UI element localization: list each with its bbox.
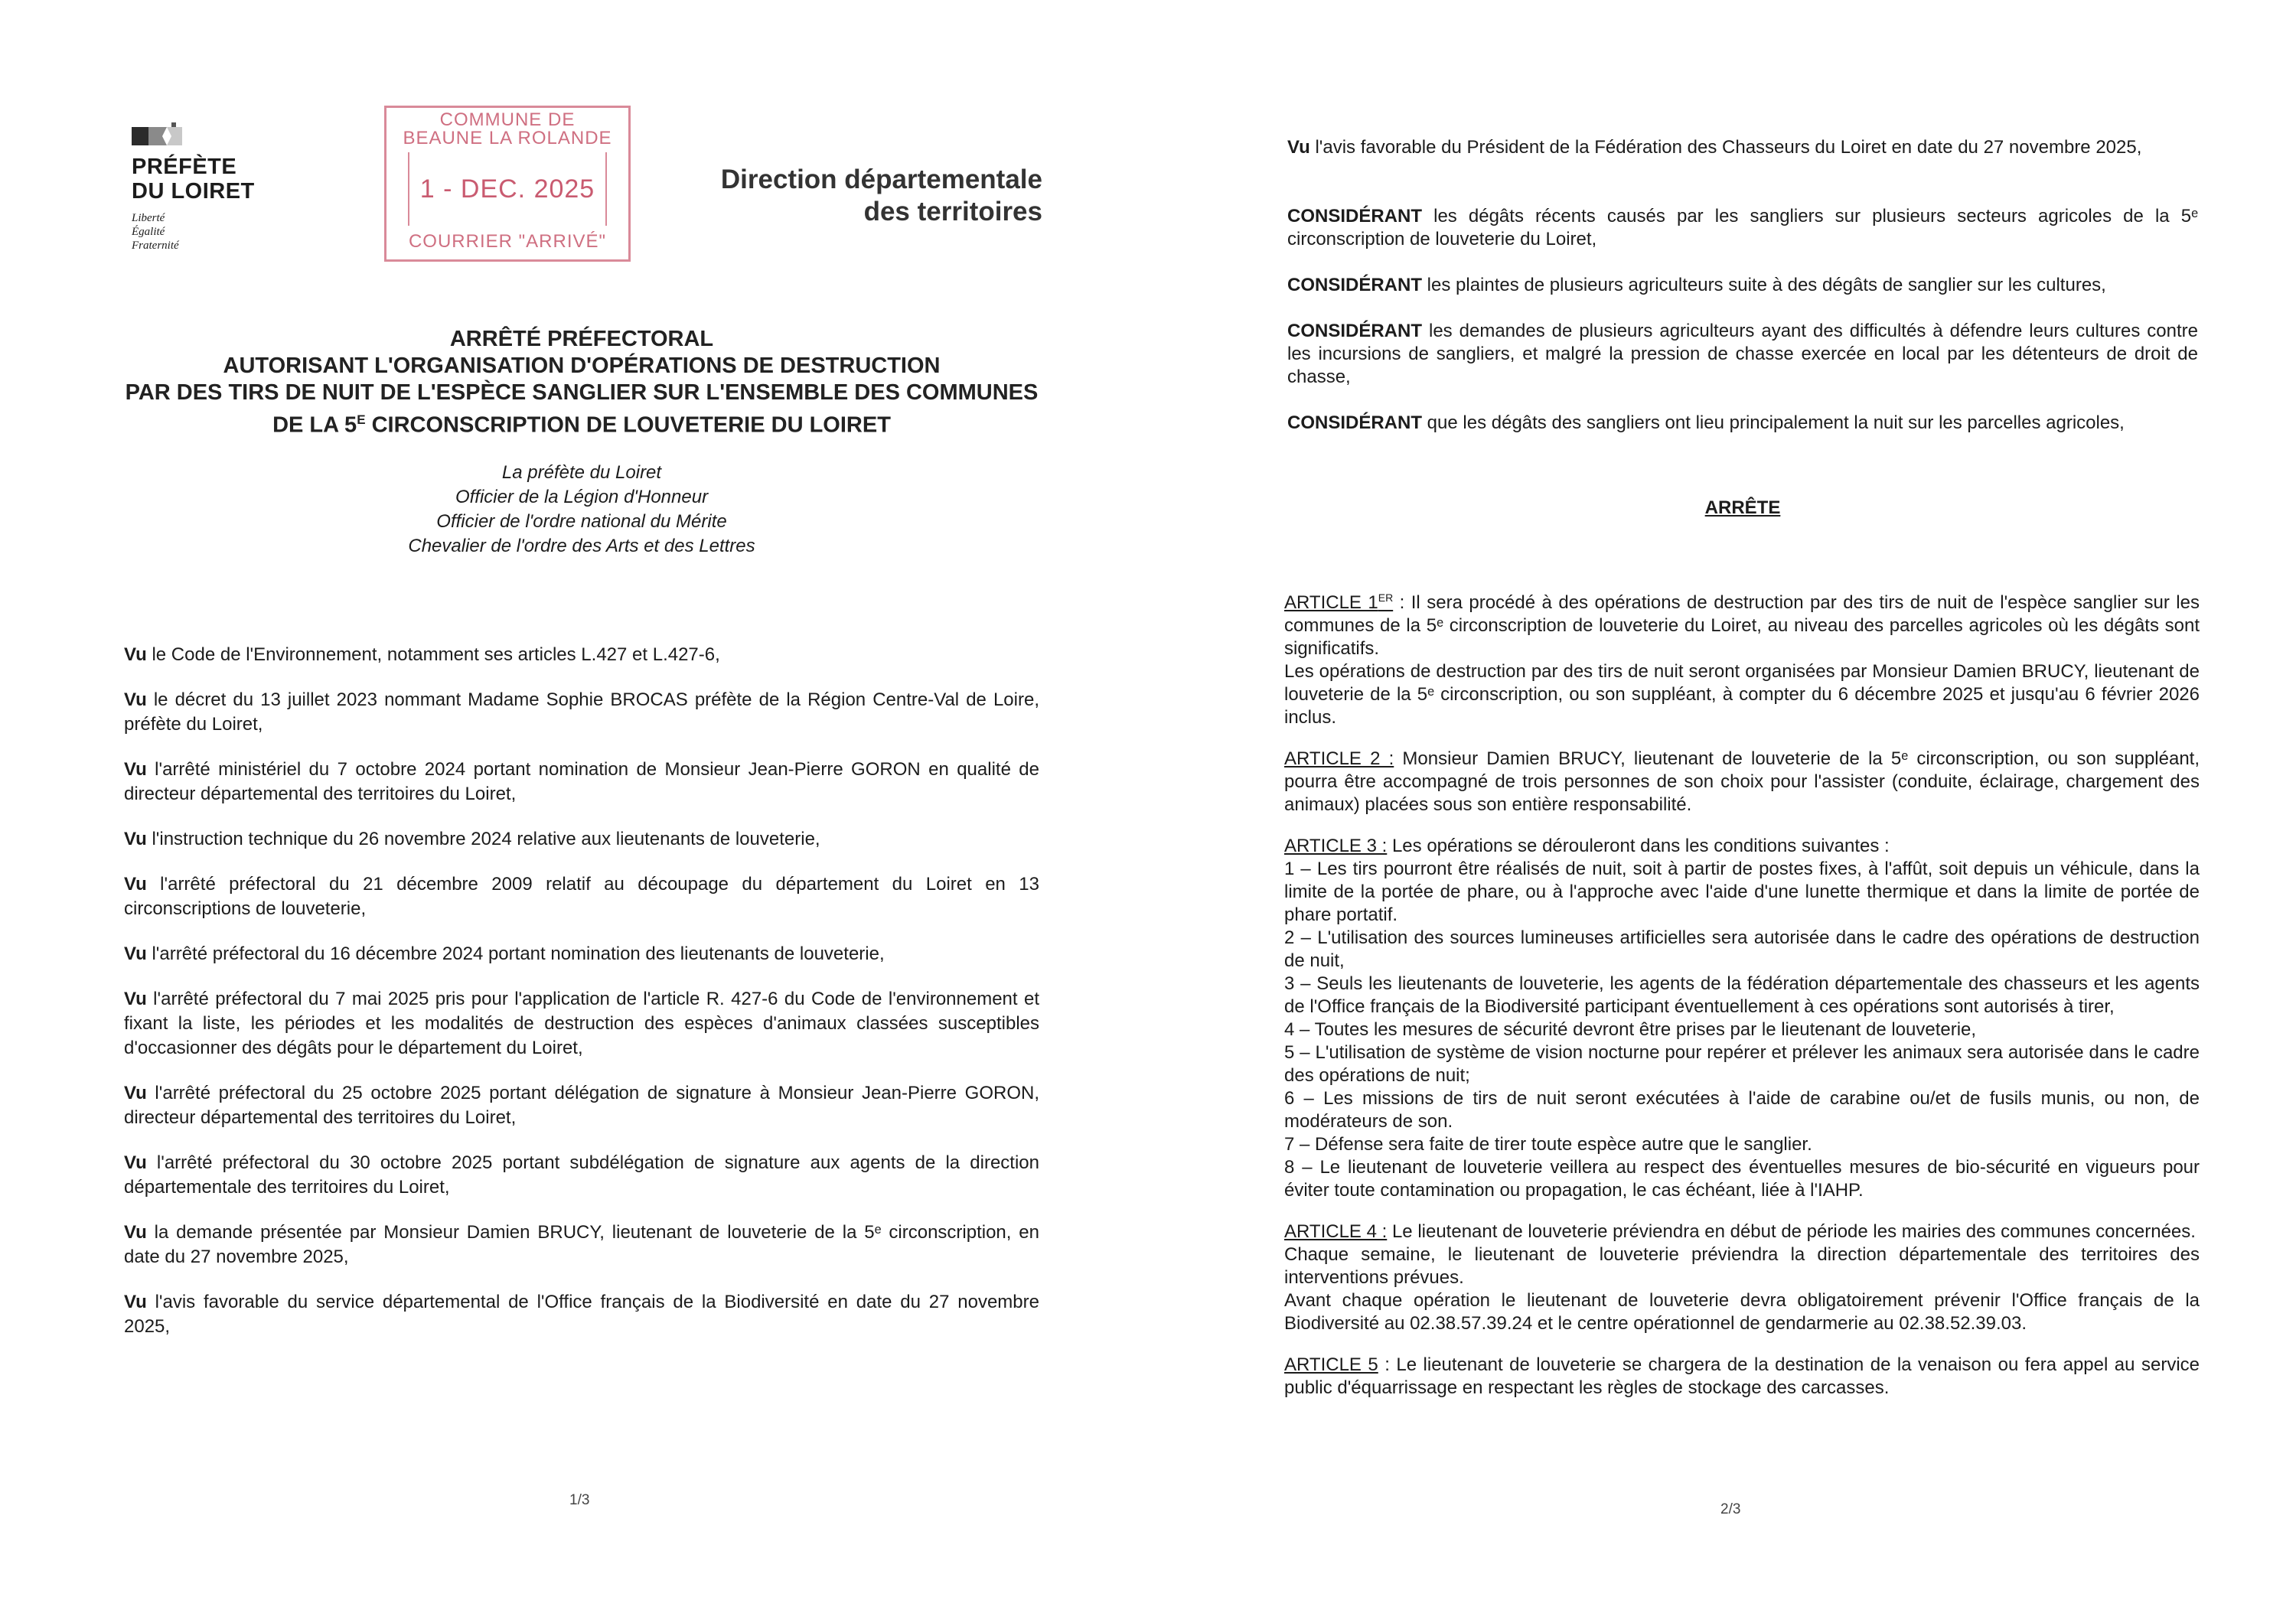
motto-liberte: Liberté	[132, 212, 165, 224]
considerant-item	[1287, 320, 2198, 389]
article-5-label: ARTICLE 5	[1284, 1354, 1378, 1375]
article-4-text-2: Chaque semaine, le lieutenant de louveterie préviendra la direction départementale des territoires des interventions prévues.	[1284, 1244, 2200, 1288]
vu-text: l'avis favorable du service départemental de l'Office français de la Biodiversité en date du 27 novembre 2025,	[124, 1292, 1039, 1337]
article-1-text: Il sera procédé à des opérations de destruction par des tirs de nuit de l'espèce sanglier sur les communes de la 5ᵉ circonscription de louveterie du Loiret, au niveau des parcelles agricoles où les dégâts sont significatifs.	[1284, 592, 2200, 659]
vu-item	[124, 758, 1039, 807]
article-5	[1284, 1354, 2200, 1400]
vu-text: l'arrêté préfectoral du 16 décembre 2024 portant nomination des lieutenants de louveterie,	[146, 943, 885, 964]
vu-keyword: Vu	[124, 989, 147, 1009]
vu-item	[124, 827, 1039, 852]
vu-keyword: Vu	[124, 644, 147, 665]
marianne-logo-icon	[132, 122, 185, 147]
article-1-label-sup: ER	[1378, 592, 1394, 604]
reception-stamp	[384, 106, 631, 262]
prefecture-logo	[132, 122, 285, 253]
article-4	[1284, 1221, 2200, 1335]
vu-text: le décret du 13 juillet 2023 nommant Madame Sophie BROCAS préfète de la Région Centre-Val de Loire, préfète du Loiret,	[124, 689, 1039, 735]
vu-keyword: Vu	[124, 759, 147, 780]
article-3-item: 8 – Le lieutenant de louveterie veillera au respect des éventuelles mesures de bio-sécurité en vigueurs pour éviter toute contamination ou propagation, le cas échéant, liée à l'IAHP.	[1284, 1157, 2200, 1201]
vu-item	[124, 1081, 1039, 1130]
stamp-courrier: COURRIER "ARRIVÉ"	[408, 231, 607, 252]
motto-fraternite: Fraternité	[132, 240, 179, 252]
title-line3: PAR DES TIRS DE NUIT DE L'ESPÈCE SANGLIER SUR L'ENSEMBLE DES COMMUNES	[125, 380, 1039, 405]
vu-item	[1287, 136, 2198, 159]
article-3-item: 3 – Seuls les lieutenants de louveterie, les agents de la fédération départementale des chasseurs et les agents de l'Office français de la Biodiversité participant éventuellement à ces opérations sont autorisés à tirer,	[1284, 973, 2200, 1017]
title-line4-post: CIRCONSCRIPTION DE LOUVETERIE DU LOIRET	[365, 412, 891, 438]
page-number: 1/3	[569, 1492, 590, 1508]
prefet-line: Officier de la Légion d'Honneur	[455, 487, 709, 507]
page-number: 2/3	[1720, 1501, 1741, 1517]
title-line4	[92, 406, 1071, 439]
direction-title	[721, 164, 1042, 228]
motto-egalite: Égalité	[132, 226, 165, 238]
article-1-colon: :	[1393, 592, 1405, 613]
vu-text: l'arrêté ministériel du 7 octobre 2024 portant nomination de Monsieur Jean-Pierre GORON en qualité de directeur départemental des territoires du Loiret,	[124, 759, 1039, 804]
considerant-text: les dégâts récents causés par les sangliers sur plusieurs secteurs agricoles de la 5ᵉ circonscription de louveterie du Loiret,	[1287, 206, 2198, 249]
prefet-block	[92, 461, 1071, 559]
prefet-line: Chevalier de l'ordre des Arts et des Lettres	[408, 536, 755, 556]
article-2	[1284, 748, 2200, 816]
vu-keyword: Vu	[124, 874, 147, 895]
considerant-item	[1287, 274, 2198, 297]
direction-line1: Direction départementale	[720, 165, 1042, 194]
title-line2: AUTORISANT L'ORGANISATION D'OPÉRATIONS DE DESTRUCTION	[223, 354, 941, 378]
article-4-text: Le lieutenant de louveterie préviendra en début de période les mairies des communes concernées.	[1387, 1221, 2196, 1242]
article-2-label: ARTICLE 2 :	[1284, 748, 1394, 769]
vu-keyword: Vu	[124, 1222, 147, 1243]
title-line1: ARRÊTÉ PRÉFECTORAL	[449, 327, 714, 351]
vu-text: l'avis favorable du Président de la Fédération des Chasseurs du Loiret en date du 27 novembre 2025,	[1309, 137, 2142, 158]
vu-keyword: Vu	[124, 1292, 147, 1312]
considerant-keyword: CONSIDÉRANT	[1287, 412, 1423, 433]
considerant-text: les plaintes de plusieurs agriculteurs suite à des dégâts de sanglier sur les cultures,	[1422, 275, 2106, 295]
vu-item	[124, 1221, 1039, 1269]
article-1-label-text: ARTICLE 1	[1284, 592, 1378, 613]
considerant-item	[1287, 205, 2198, 251]
stamp-commune-line2: BEAUNE LA ROLANDE	[403, 128, 612, 148]
vu-text: l'arrêté préfectoral du 30 octobre 2025 portant subdélégation de signature aux agents de la direction départementale des territoires du Loiret,	[124, 1152, 1039, 1198]
vu-keyword: Vu	[124, 829, 147, 849]
considerant-list	[1287, 205, 2198, 458]
vu-text: l'arrêté préfectoral du 7 mai 2025 pris pour l'application de l'article R. 427-6 du Code de l'environnement et fixant la liste, les périodes et les modalités de destruction des espèces d'animaux classées susceptibles d'occasionner des dégâts pour le département du Loiret,	[124, 989, 1039, 1058]
title-line4-sup: E	[357, 412, 366, 427]
vu-text: l'arrêté préfectoral du 21 décembre 2009 relatif au découpage du département du Loiret en 13 circonscriptions de louveterie,	[124, 874, 1039, 919]
article-3	[1284, 835, 2200, 1202]
vu-keyword: Vu	[124, 689, 147, 710]
stamp-commune	[386, 111, 628, 148]
vu-keyword: Vu	[124, 1152, 147, 1173]
article-3-item: 7 – Défense sera faite de tirer toute espèce autre que le sanglier.	[1284, 1134, 1812, 1155]
stamp-date: 1 - DEC. 2025	[419, 174, 595, 204]
article-3-item: 2 – L'utilisation des sources lumineuses artificielles sera autorisée dans le cadre des opérations de destruction de nuit,	[1284, 927, 2200, 971]
vu-item	[124, 643, 1039, 667]
considerant-keyword: CONSIDÉRANT	[1287, 206, 1423, 227]
article-1-text-2: Les opérations de destruction par des tirs de nuit seront organisées par Monsieur Damien BRUCY, lieutenant de louveterie de la 5ᵉ circonscription, ou son suppléant, à compter du 6 décembre 2025 et jusqu'au 6 février 2026 inclus.	[1284, 661, 2200, 728]
vu-text: l'instruction technique du 26 novembre 2024 relative aux lieutenants de louveterie,	[146, 829, 820, 849]
logo-prefete: PRÉFÈTE	[132, 155, 237, 179]
page-2	[1148, 0, 2296, 1623]
article-3-item: 6 – Les missions de tirs de nuit seront exécutées à l'aide de carabine ou/et de fusils munis, ou non, de modérateurs de son.	[1284, 1088, 2200, 1132]
article-1-label	[1284, 592, 1393, 613]
title-line4-pre: DE LA 5	[272, 412, 357, 438]
articles	[1284, 586, 2200, 1418]
article-5-text: : Le lieutenant de louveterie se chargera de la destination de la venaison ou fera appel au service public d'équarrissage en respectant les règles de stockage des carcasses.	[1284, 1354, 2200, 1398]
article-3-label: ARTICLE 3 :	[1284, 836, 1388, 856]
considerant-text: les demandes de plusieurs agriculteurs ayant des difficultés à défendre leurs cultures contre les incursions de sangliers, et malgré la pression de chasse exercée en local par les détenteurs de droit de chasse,	[1287, 321, 2198, 387]
vu-item	[124, 987, 1039, 1061]
article-4-label: ARTICLE 4 :	[1284, 1221, 1388, 1242]
arrete-title	[92, 326, 1071, 439]
direction-line2: des territoires	[863, 197, 1042, 227]
stamp-commune-line1: COMMUNE DE	[439, 109, 576, 130]
prefet-line: La préfète du Loiret	[501, 462, 662, 483]
vu-item	[124, 872, 1039, 921]
vu-keyword: Vu	[1287, 137, 1310, 158]
considerant-text: que les dégâts des sangliers ont lieu principalement la nuit sur les parcelles agricoles,	[1422, 412, 2125, 433]
prefet-line: Officier de l'ordre national du Mérite	[436, 511, 727, 532]
vu-text: l'arrêté préfectoral du 25 octobre 2025 portant délégation de signature à Monsieur Jean-Pierre GORON, directeur départemental des territoires du Loiret,	[124, 1083, 1039, 1128]
logo-motto	[132, 211, 285, 253]
vu-list	[124, 643, 1039, 1360]
considerant-keyword: CONSIDÉRANT	[1287, 321, 1423, 341]
vu-item	[124, 688, 1039, 737]
article-1	[1284, 586, 2200, 729]
article-3-intro: Les opérations se dérouleront dans les conditions suivantes :	[1387, 836, 1890, 856]
vu-keyword: Vu	[124, 943, 147, 964]
vu-text: la demande présentée par Monsieur Damien BRUCY, lieutenant de louveterie de la 5ᵉ circonscription, en date du 27 novembre 2025,	[124, 1222, 1039, 1267]
vu-text: le Code de l'Environnement, notamment ses articles L.427 et L.427-6,	[146, 644, 720, 665]
vu-item	[124, 1151, 1039, 1200]
vu-keyword: Vu	[124, 1083, 147, 1103]
article-3-item: 1 – Les tirs pourront être réalisés de nuit, soit à partir de postes fixes, à l'affût, soit depuis un véhicule, dans la limite de la portée de phare, ou à l'approche avec l'aide d'une lunette thermique et dans la limite de portée de phare portatif.	[1284, 859, 2200, 925]
article-4-text-3: Avant chaque opération le lieutenant de louveterie devra obligatoirement prévenir l'Office français de la Biodiversité au 02.38.57.39.24 et le centre opérationnel de gendarmerie au 02.38.52.39.03.	[1284, 1290, 2200, 1334]
considerant-keyword: CONSIDÉRANT	[1287, 275, 1423, 295]
arrete-heading: ARRÊTE	[1704, 497, 1781, 518]
article-3-item: 4 – Toutes les mesures de sécurité devront être prises par le lieutenant de louveterie,	[1284, 1019, 1977, 1040]
article-2-text: Monsieur Damien BRUCY, lieutenant de louveterie de la 5ᵉ circonscription, ou son suppléant, pourra être accompagné de trois personnes de son choix pour l'assister (conduite, éclairage, chargement des animaux) placées sous son entière responsabilité.	[1284, 748, 2200, 815]
article-3-item: 5 – L'utilisation de système de vision nocturne pour repérer et prélever les animaux sera autorisée dans le cadre des opérations de nuit;	[1284, 1042, 2200, 1086]
vu-item	[124, 942, 1039, 966]
vu-item	[124, 1290, 1039, 1339]
considerant-item	[1287, 412, 2198, 435]
logo-du-loiret: DU LOIRET	[132, 179, 255, 204]
